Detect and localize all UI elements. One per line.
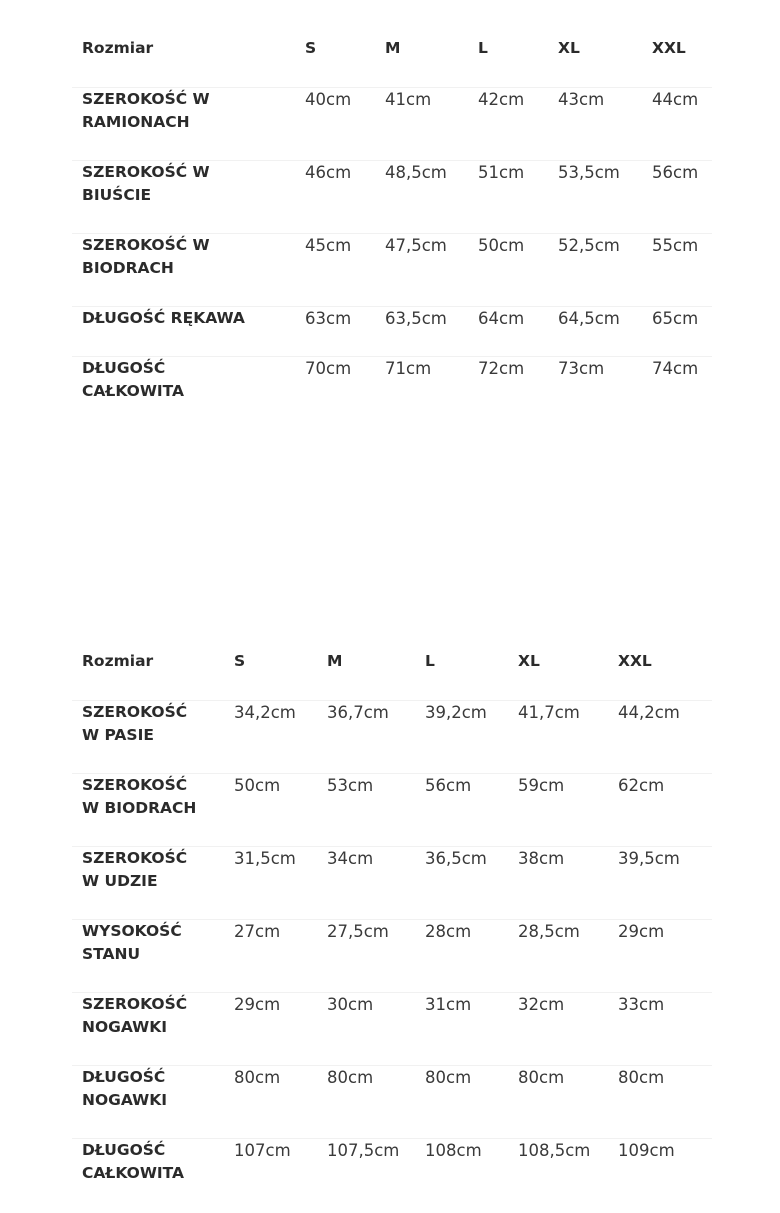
- value-cell: 43cm: [548, 87, 642, 160]
- size-header-s: S: [234, 652, 246, 670]
- value-cell: 108cm: [415, 1138, 508, 1211]
- value-cell: 48,5cm: [375, 160, 468, 233]
- table-row: [72, 846, 712, 919]
- value-cell: 39,2cm: [415, 700, 508, 773]
- measurement-label-line1: SZEROKOŚĆ W: [82, 162, 210, 181]
- value-cell: 31,5cm: [224, 846, 317, 919]
- value-cell: 72cm: [468, 356, 548, 429]
- value-cell: 31cm: [415, 992, 508, 1065]
- size-header-xxl: XXL: [652, 39, 686, 57]
- value-cell: 52,5cm: [548, 233, 642, 306]
- table-row: [72, 356, 712, 429]
- value-cell: 108,5cm: [508, 1138, 608, 1211]
- measurement-label: [72, 356, 295, 429]
- table-row: [72, 1138, 712, 1211]
- value-cell: 62cm: [608, 773, 712, 846]
- measurement-label: [72, 233, 295, 306]
- measurement-label-line2: BIUŚCIE: [82, 185, 152, 204]
- measurement-label-line1: DŁUGOŚĆ: [82, 358, 166, 377]
- value-cell: 46cm: [295, 160, 375, 233]
- value-cell: 47,5cm: [375, 233, 468, 306]
- value-cell: 70cm: [295, 356, 375, 429]
- measurement-label: [72, 992, 224, 1065]
- table-row: [72, 992, 712, 1065]
- value-cell: 44,2cm: [608, 700, 712, 773]
- measurement-label-line2: BIODRACH: [82, 258, 174, 277]
- value-cell: 38cm: [508, 846, 608, 919]
- value-cell: 28,5cm: [508, 919, 608, 992]
- value-cell: 107cm: [224, 1138, 317, 1211]
- measurement-label-line1: SZEROKOŚĆ W: [82, 89, 210, 108]
- table-row: [72, 87, 712, 160]
- value-cell: 27,5cm: [317, 919, 415, 992]
- value-cell: 29cm: [224, 992, 317, 1065]
- value-cell: 73cm: [548, 356, 642, 429]
- table-row: [72, 160, 712, 233]
- value-cell: 56cm: [415, 773, 508, 846]
- measurement-label: [72, 306, 295, 356]
- table-row: [72, 1065, 712, 1138]
- measurement-label: [72, 773, 224, 846]
- value-cell: 74cm: [642, 356, 712, 429]
- value-cell: 27cm: [224, 919, 317, 992]
- value-cell: 63cm: [295, 306, 375, 356]
- table-row: [72, 306, 712, 356]
- measurement-label-line1: SZEROKOŚĆ: [82, 994, 188, 1013]
- value-cell: 80cm: [415, 1065, 508, 1138]
- value-cell: 59cm: [508, 773, 608, 846]
- measurement-label-line1: SZEROKOŚĆ: [82, 848, 188, 867]
- size-chart-top: [72, 36, 712, 429]
- value-cell: 53,5cm: [548, 160, 642, 233]
- value-cell: 39,5cm: [608, 846, 712, 919]
- measurement-label-line2: NOGAWKI: [82, 1090, 168, 1109]
- measurement-label-line1: WYSOKOŚĆ: [82, 921, 182, 940]
- size-header-s: S: [305, 39, 317, 57]
- measurement-label-line1: SZEROKOŚĆ: [82, 702, 188, 721]
- measurement-label-line2: W UDZIE: [82, 871, 158, 890]
- value-cell: 80cm: [317, 1065, 415, 1138]
- measurement-label-line2: RAMIONACH: [82, 112, 190, 131]
- value-cell: 80cm: [224, 1065, 317, 1138]
- measurement-label-line1: DŁUGOŚĆ: [82, 1140, 166, 1159]
- value-cell: 109cm: [608, 1138, 712, 1211]
- value-cell: 36,7cm: [317, 700, 415, 773]
- measurement-label: [72, 1138, 224, 1211]
- measurement-label-line2: STANU: [82, 944, 141, 963]
- value-cell: 44cm: [642, 87, 712, 160]
- header-row: [72, 36, 712, 87]
- size-header-xl: XL: [518, 652, 540, 670]
- measurement-label: [72, 846, 224, 919]
- value-cell: 29cm: [608, 919, 712, 992]
- measurement-label-line1: SZEROKOŚĆ W: [82, 235, 210, 254]
- size-header-xl: XL: [558, 39, 580, 57]
- measurement-label-line2: CAŁKOWITA: [82, 1163, 185, 1182]
- measurement-label: [72, 87, 295, 160]
- value-cell: 63,5cm: [375, 306, 468, 356]
- value-cell: 71cm: [375, 356, 468, 429]
- measurement-label-line2: NOGAWKI: [82, 1017, 168, 1036]
- measurement-label-line2: CAŁKOWITA: [82, 381, 185, 400]
- measurement-label: [72, 160, 295, 233]
- value-cell: 45cm: [295, 233, 375, 306]
- value-cell: 65cm: [642, 306, 712, 356]
- value-cell: 28cm: [415, 919, 508, 992]
- size-chart-bottom: [72, 649, 712, 1211]
- measurement-label-line1: DŁUGOŚĆ: [82, 1067, 166, 1086]
- value-cell: 36,5cm: [415, 846, 508, 919]
- measurement-label-line2: W BIODRACH: [82, 798, 197, 817]
- table-row: [72, 773, 712, 846]
- table-row: [72, 233, 712, 306]
- value-cell: 42cm: [468, 87, 548, 160]
- value-cell: 34cm: [317, 846, 415, 919]
- value-cell: 80cm: [608, 1065, 712, 1138]
- value-cell: 41cm: [375, 87, 468, 160]
- table-row: [72, 700, 712, 773]
- size-header-label: Rozmiar: [82, 652, 154, 670]
- value-cell: 41,7cm: [508, 700, 608, 773]
- size-header-m: M: [327, 652, 343, 670]
- measurement-label: [72, 919, 224, 992]
- size-header-xxl: XXL: [618, 652, 652, 670]
- value-cell: 64,5cm: [548, 306, 642, 356]
- value-cell: 50cm: [468, 233, 548, 306]
- value-cell: 107,5cm: [317, 1138, 415, 1211]
- value-cell: 53cm: [317, 773, 415, 846]
- size-header-m: M: [385, 39, 401, 57]
- measurement-label: [72, 1065, 224, 1138]
- value-cell: 30cm: [317, 992, 415, 1065]
- table-row: [72, 919, 712, 992]
- value-cell: 40cm: [295, 87, 375, 160]
- size-header-label: Rozmiar: [82, 39, 154, 57]
- measurement-label-line1: DŁUGOŚĆ RĘKAWA: [82, 308, 245, 327]
- measurement-label-line1: SZEROKOŚĆ: [82, 775, 188, 794]
- value-cell: 51cm: [468, 160, 548, 233]
- header-row: [72, 649, 712, 700]
- measurement-label-line2: W PASIE: [82, 725, 154, 744]
- value-cell: 32cm: [508, 992, 608, 1065]
- value-cell: 55cm: [642, 233, 712, 306]
- size-header-l: L: [425, 652, 435, 670]
- value-cell: 64cm: [468, 306, 548, 356]
- measurement-label: [72, 700, 224, 773]
- value-cell: 56cm: [642, 160, 712, 233]
- value-cell: 50cm: [224, 773, 317, 846]
- size-header-l: L: [478, 39, 488, 57]
- value-cell: 34,2cm: [224, 700, 317, 773]
- value-cell: 80cm: [508, 1065, 608, 1138]
- value-cell: 33cm: [608, 992, 712, 1065]
